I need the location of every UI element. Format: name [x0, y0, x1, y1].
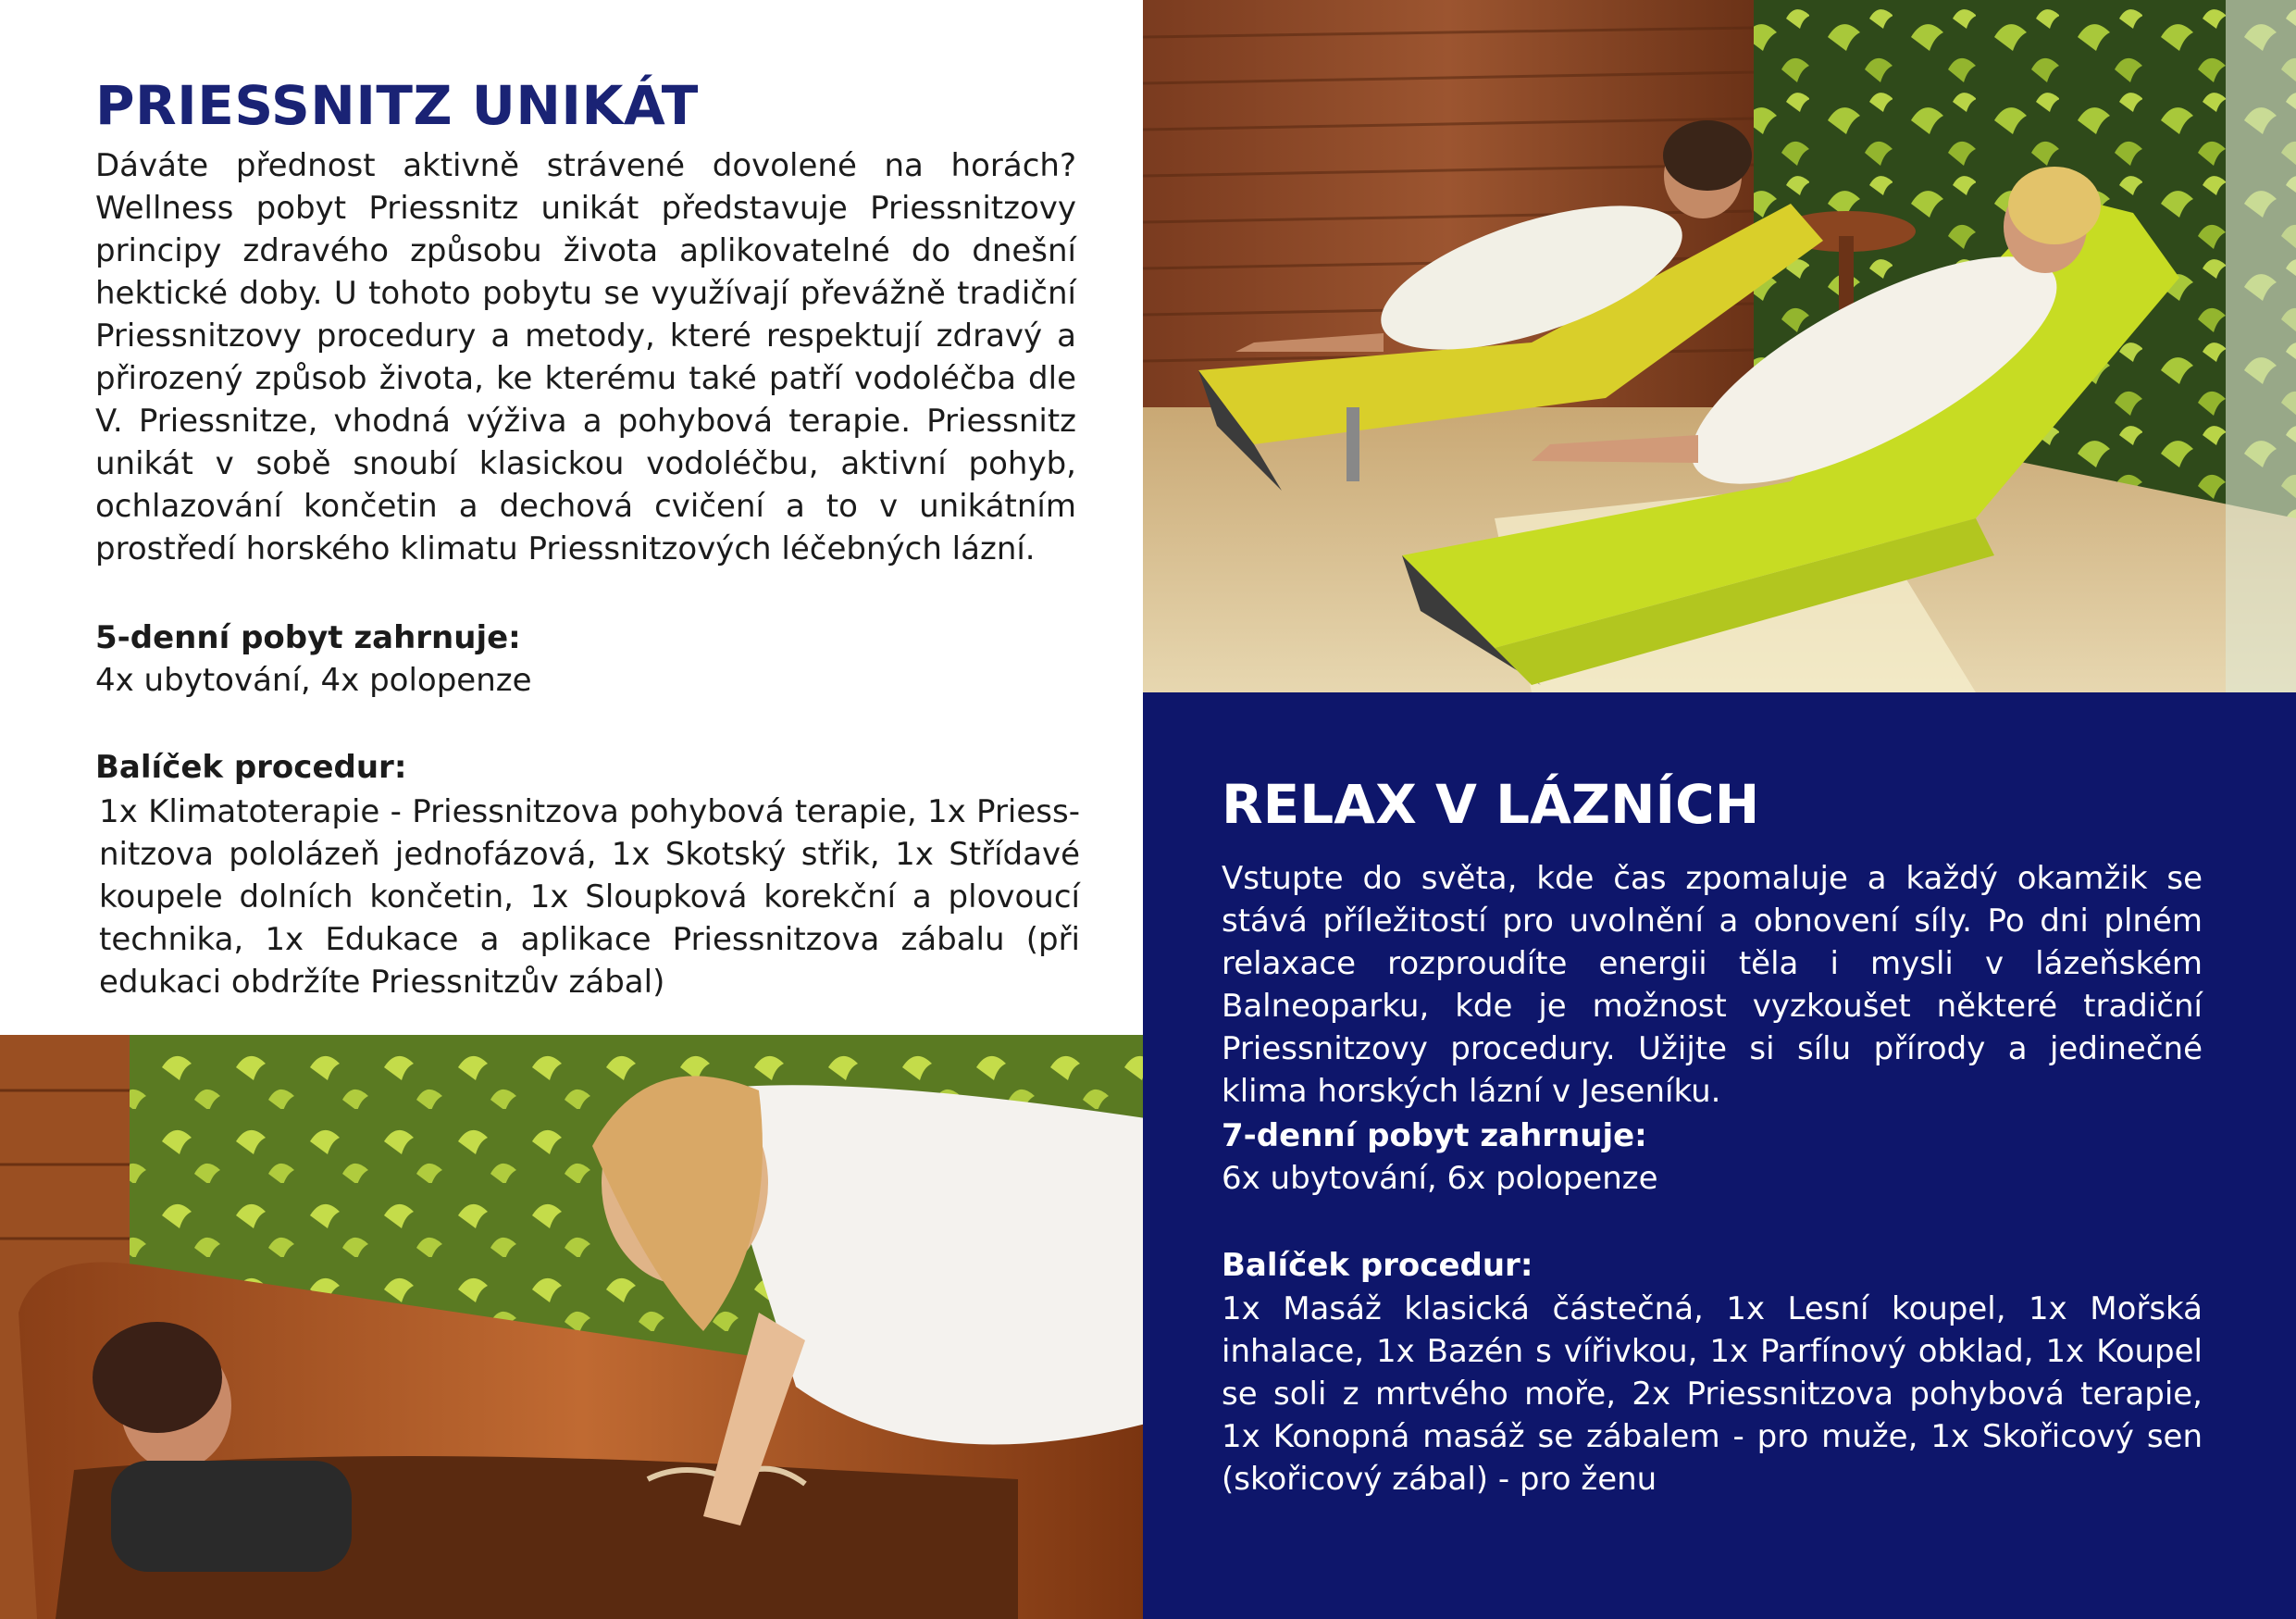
relax-stay-value: 6x ubytování, 6x polopenze	[1222, 1160, 1658, 1197]
tub-illustration	[0, 1035, 1146, 1619]
priessnitz-package-value: 1x Klimatoterapie - Priessnitzova pohybová terapie, 1x Priess-nitzova pololázeň jednofázová, 1x Skotský střik, 1x Střídavé koupele dolních končetin, 1x Sloupková korekční a plovoucí technika, 1x Edukace a aplikace Priessnitzova zábalu (při edukaci obdržíte Priessnitzův zábal)	[99, 793, 1080, 1001]
relax-stay-heading: 7-denní pobyt zahrnuje:	[1222, 1117, 1647, 1154]
loungers-illustration	[1143, 0, 2296, 692]
priessnitz-package-heading: Balíček procedur:	[95, 749, 407, 786]
section-title-priessnitz: PRIESSNITZ UNIKÁT	[95, 74, 699, 137]
relax-package-value: 1x Masáž klasická částečná, 1x Lesní koupel, 1x Mořská inhalace, 1x Bazén s vířivkou, 1x Parfínový obklad, 1x Koupel se soli z mrtvého moře, 2x Priessnitzova pohybová terapie, 1x Konopná masáž se zábalem - pro muže, 1x Skořicový sen (skořicový zábal) - pro ženu	[1222, 1290, 2203, 1498]
photo-wooden-tub	[0, 1035, 1146, 1619]
priessnitz-stay-value: 4x ubytování, 4x polopenze	[95, 662, 532, 699]
section-title-relax: RELAX V LÁZNÍCH	[1222, 773, 1760, 836]
priessnitz-stay-heading: 5-denní pobyt zahrnuje:	[95, 619, 521, 656]
relax-package-heading: Balíček procedur:	[1222, 1247, 1533, 1284]
priessnitz-intro: Dáváte přednost aktivně strávené dovolené na horách? Wellness pobyt Priessnitz unikát představuje Priessnitzovy principy zdravého způsobu života aplikovatelné do dnešní hektické doby. U tohoto pobytu se využívají převážně tradiční Priessnitzovy procedury a metody, které respektují zdravý a přirozený způsob života, ke kterému také patří vodoléčba dle V. Priessnitze, vhodná výživa a pohybová terapie. Priessnitz unikát v sobě snoubí klasickou vodoléčbu, aktivní pohyb, ochlazování končetin a dechová cvičení a to v unikátním prostředí horského klimatu Priessnitzových léčebných lázní.	[95, 147, 1076, 567]
photo-relax-loungers	[1143, 0, 2296, 692]
relax-intro: Vstupte do světa, kde čas zpomaluje a každý okamžik se stává příležitostí pro uvolnění a obnovení síly. Po dni plném relaxace rozproudíte energii těla i mysli v lázeňském Balneoparku, kde je možnost vyzkoušet některé tradiční Priessnitzovy procedury. Užijte si sílu přírody a jedinečné klima horských lázní v Jeseníku.	[1222, 860, 2203, 1110]
